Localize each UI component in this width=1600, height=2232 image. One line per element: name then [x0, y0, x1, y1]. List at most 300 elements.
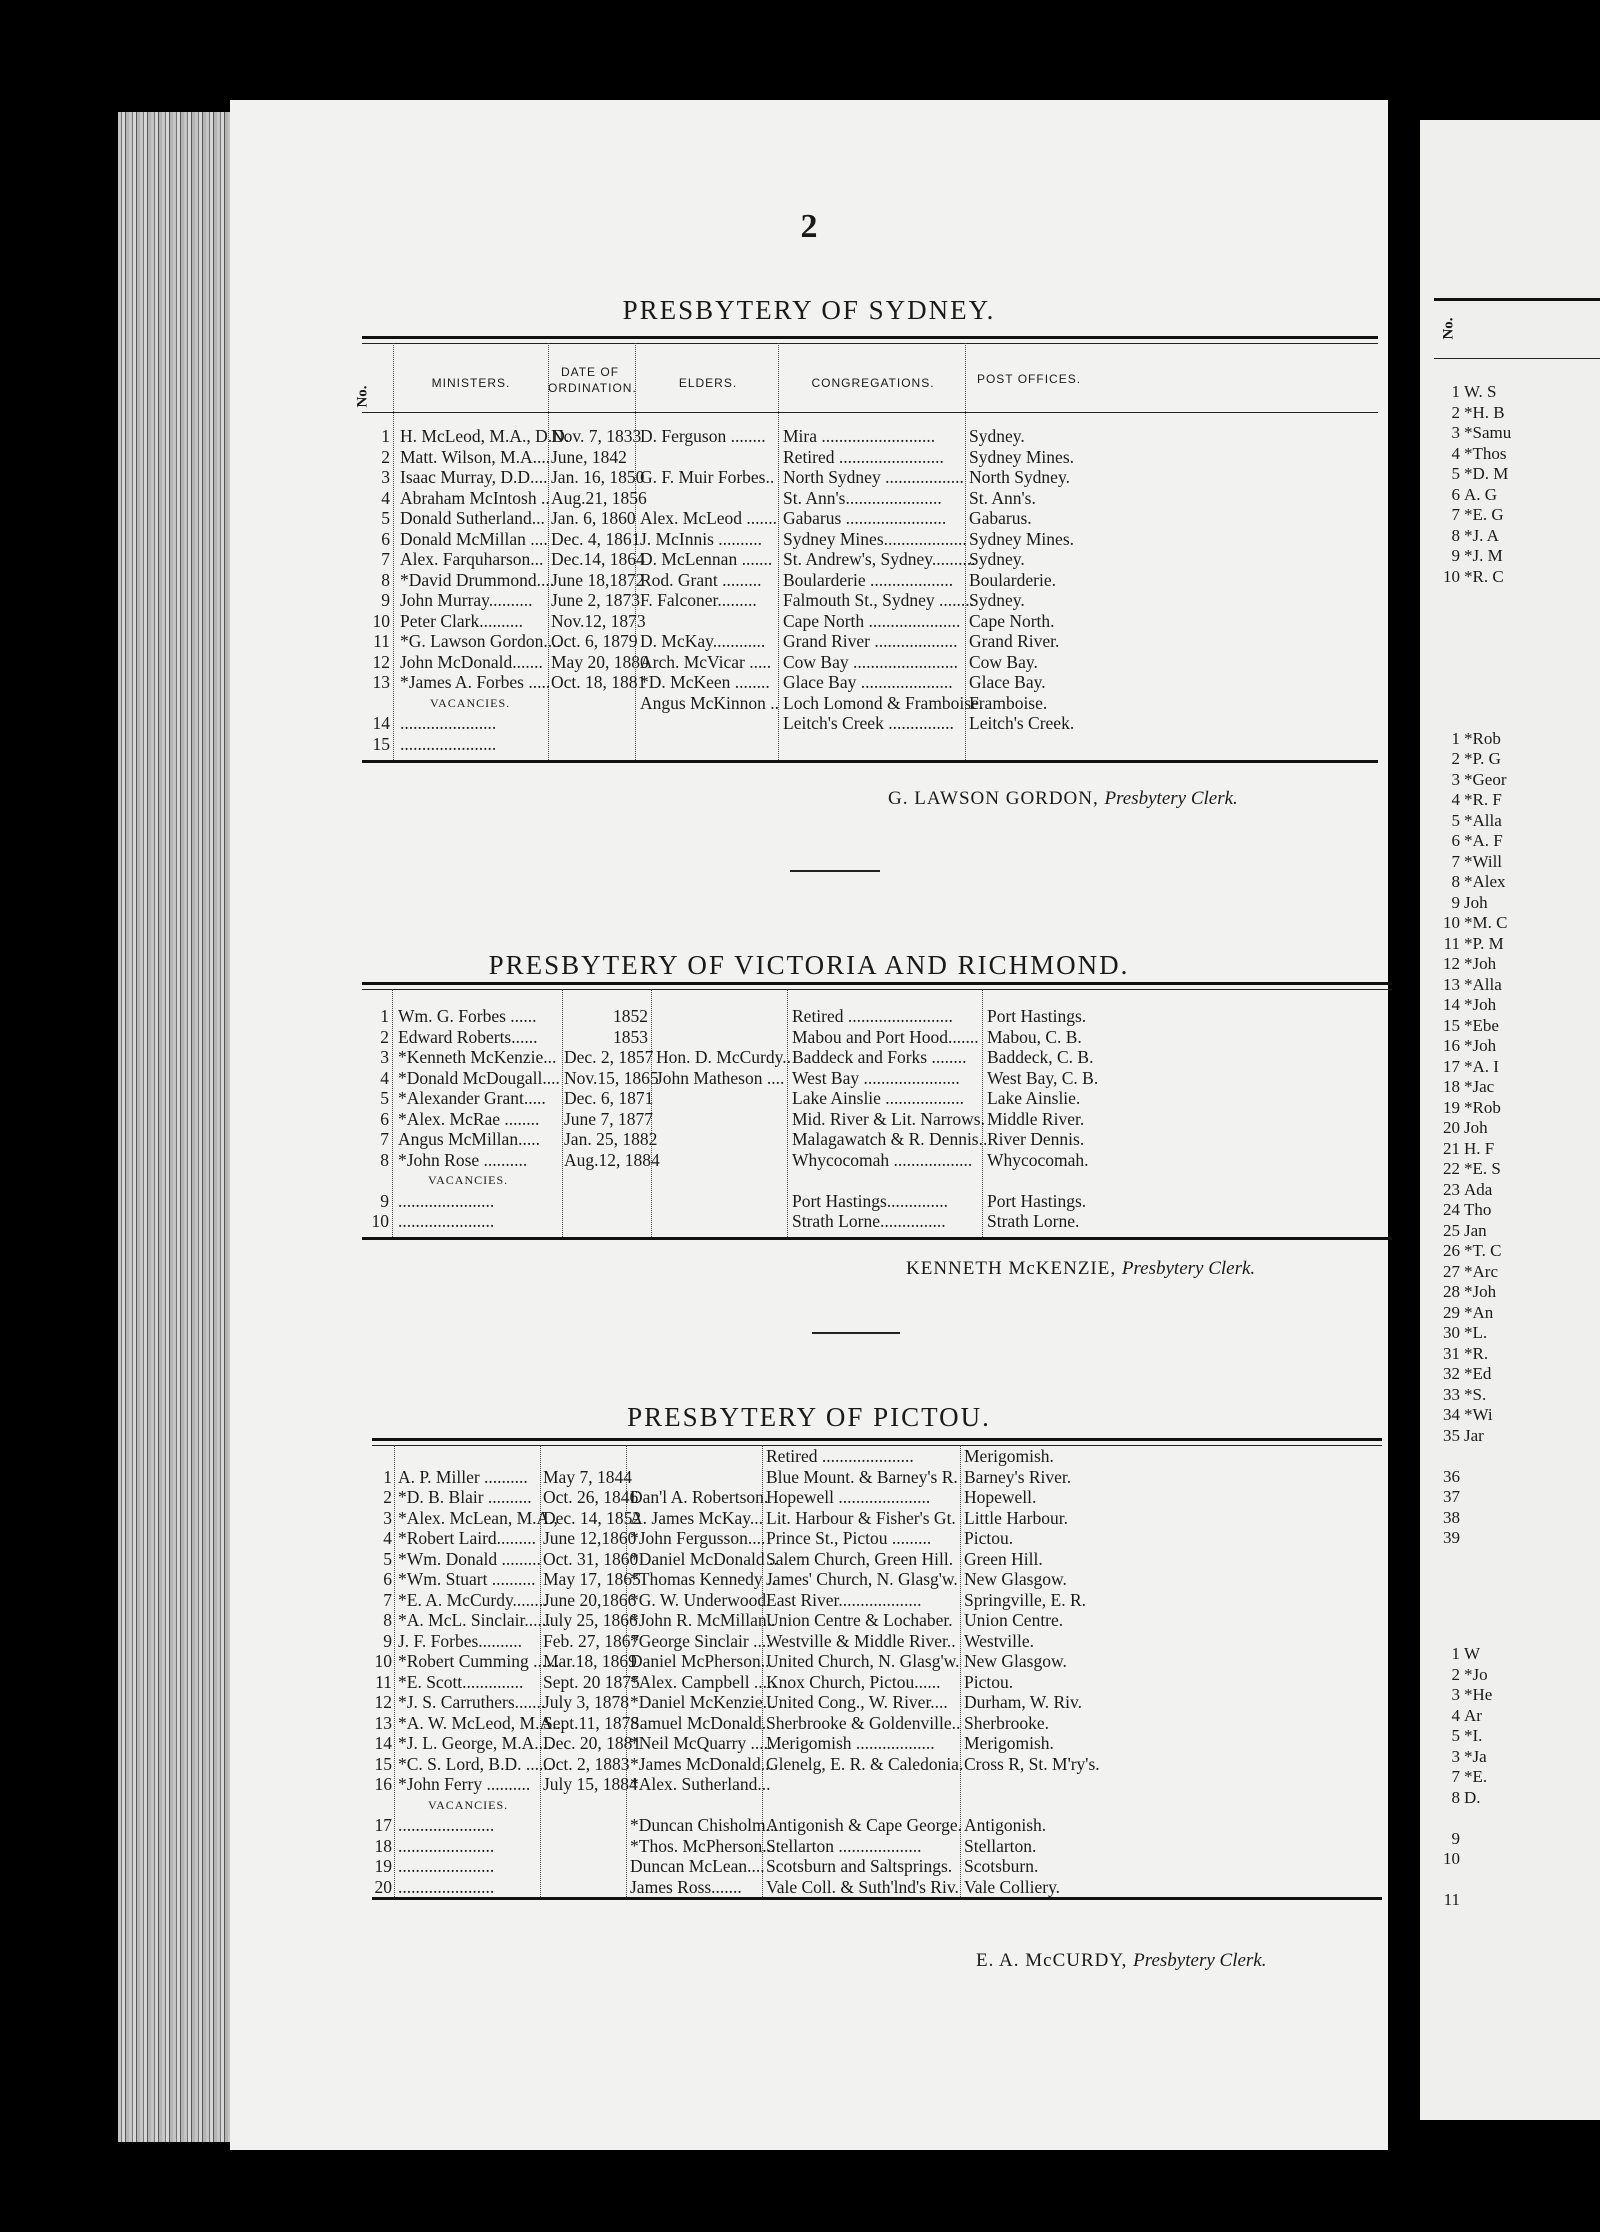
table-cell: July 15, 1884 [543, 1774, 638, 1794]
table-cell: 15 [374, 1753, 392, 1774]
table-cell: Ada [1464, 1179, 1493, 1199]
table-cell: Dec. 2, 1857 [564, 1047, 654, 1067]
table-cell: 3 [381, 467, 390, 487]
table-cell: Sydney Mines................... [783, 528, 967, 549]
table-cell: Dec. 20, 1881 [543, 1733, 642, 1753]
pictou-congregations [766, 1446, 964, 1897]
table-cell: United Church, N. Glasg'w. [766, 1651, 960, 1671]
pictou-post-offices [964, 1446, 1100, 1897]
victoria-post-offices [987, 1006, 1127, 1232]
table-cell: W. S [1464, 382, 1497, 401]
table-cell: 26 [1443, 1241, 1460, 1260]
table-cell [1434, 708, 1460, 729]
table-cell: Glace Bay ..................... [783, 672, 953, 692]
table-cell: Rod. Grant ......... [640, 569, 762, 590]
table-cell: Lake Ainslie. [987, 1088, 1081, 1108]
table-cell: Durham, W. Riv. [964, 1692, 1082, 1712]
table-cell: Vale Coll. & Suth'lnd's Riv. [766, 1876, 959, 1897]
table-cell: 1852 [613, 1006, 648, 1026]
table-cell: *M. C [1464, 913, 1508, 932]
table-cell: 29 [1443, 1302, 1460, 1322]
table-cell: 2 [1451, 402, 1460, 422]
table-cell: Wm. G. Forbes ...... [398, 1006, 537, 1026]
table-cell: Jan [1464, 1220, 1487, 1240]
table-cell: 1 [381, 426, 390, 446]
table-cell: 12 [1443, 954, 1460, 973]
table-cell: June, 1842 [551, 446, 627, 467]
table-cell: Sherbrooke & Goldenville.. [766, 1712, 961, 1733]
table-cell: *Alex. McRae ........ [398, 1108, 540, 1129]
table-cell: 12 [372, 651, 390, 672]
table-cell [656, 1129, 784, 1150]
table-cell: ...................... [398, 1190, 495, 1211]
table-cell: *J. L. George, M.A.... [398, 1733, 552, 1753]
table-cell: 11 [1443, 933, 1460, 953]
table-cell: *Joh [1464, 954, 1497, 973]
table-cell: Merigomish. [964, 1446, 1054, 1466]
table-cell: Cape North. [969, 610, 1055, 631]
table-cell: Gabarus ....................... [783, 508, 947, 528]
table-cell: 13 [374, 1712, 392, 1733]
table-cell [398, 1446, 538, 1467]
table-cell: 2 [380, 1026, 389, 1047]
table-cell: Cross R, St. M'ry's. [964, 1753, 1100, 1774]
table-cell: Dec. 4, 1861 [551, 528, 641, 549]
table-cell: 11 [375, 1671, 392, 1692]
table-cell: James' Church, N. Glasg'w. [766, 1569, 958, 1589]
table-cell: *P. M [1464, 933, 1504, 953]
table-cell: *A. I [1464, 1056, 1499, 1076]
table-cell: 8 [383, 1610, 392, 1630]
table-cell: 6 [1451, 484, 1460, 504]
table-cell [656, 1211, 784, 1232]
table-cell [1464, 1870, 1492, 1891]
table-cell: Malagawatch & R. Dennis.. [792, 1129, 988, 1149]
table-cell: Antigonish & Cape George. [766, 1815, 963, 1835]
table-cell: *A. McL. Sinclair...... [398, 1610, 551, 1630]
table-cell: VACANCIES. [428, 1797, 509, 1812]
table-cell [964, 1774, 1094, 1795]
table-cell: John Murray.......... [400, 590, 533, 610]
table-cell: 12 [374, 1692, 392, 1712]
table-cell: 33 [1443, 1384, 1460, 1404]
table-cell: 35 [1443, 1425, 1460, 1445]
table-cell [766, 1795, 958, 1816]
table-cell: *A. F [1464, 831, 1503, 850]
victoria-clerk-name: KENNETH McKENZIE, [906, 1258, 1117, 1279]
table-cell: *Jo [1464, 1664, 1488, 1684]
table-cell: *A. W. McLeod, M.A... [398, 1712, 566, 1733]
table-cell [1464, 1808, 1492, 1829]
pictou-clerk-name: E. A. McCURDY, [976, 1950, 1128, 1971]
adjacent-rule [1434, 298, 1600, 301]
table-cell: F. Falconer......... [640, 590, 757, 610]
table-cell: *Duncan Chisholm.. [630, 1815, 775, 1835]
table-cell [640, 488, 776, 509]
table-cell: North Sydney. [969, 467, 1070, 487]
table-cell [543, 1856, 625, 1877]
table-cell: *Joh [1464, 995, 1497, 1014]
table-cell: 1 [1451, 1644, 1460, 1663]
table-cell [1434, 1870, 1460, 1891]
table-cell: Baddeck and Forks ........ [792, 1047, 967, 1067]
table-cell: 9 [1451, 1828, 1460, 1848]
table-cell: St. Ann's. [969, 487, 1036, 508]
table-cell: Strath Lorne. [987, 1211, 1080, 1231]
table-cell: Mabou, C. B. [987, 1026, 1082, 1047]
table-cell: 7 [1451, 851, 1460, 871]
table-cell: 10 [1443, 566, 1460, 586]
table-cell: Samuel McDonald.. [630, 1712, 771, 1733]
table-cell: *C. S. Lord, B.D. ...... [398, 1753, 553, 1774]
table-cell: Glenelg, E. R. & Caledonia. [766, 1753, 964, 1774]
page-number: 2 [800, 208, 818, 245]
table-cell: Stellarton ................... [766, 1835, 922, 1856]
table-cell [362, 693, 390, 714]
table-cell: 10 [372, 610, 390, 631]
table-cell: Port Hastings. [987, 1006, 1087, 1026]
victoria-ministers [398, 1006, 560, 1232]
table-cell: 5 [1451, 464, 1460, 483]
table-cell: Barney's River. [964, 1466, 1072, 1487]
table-cell: Donald McMillan .... [400, 528, 548, 549]
table-cell: Vale Colliery. [964, 1876, 1061, 1897]
adjacent-block1-numbers [1434, 382, 1460, 587]
table-cell: *An [1464, 1302, 1494, 1322]
table-cell: Oct. 2, 1883 [543, 1753, 630, 1774]
table-cell [630, 1795, 760, 1816]
table-cell: 6 [1451, 831, 1460, 850]
table-cell: *J. M [1464, 546, 1503, 565]
victoria-table [362, 982, 1392, 1362]
table-cell: Knox Church, Pictou...... [766, 1671, 941, 1692]
table-cell: 24 [1443, 1200, 1460, 1219]
table-cell [656, 1150, 784, 1171]
table-cell: Green Hill. [964, 1548, 1043, 1569]
table-cell: Pictou. [964, 1671, 1014, 1692]
table-cell: Sydney Mines. [969, 528, 1074, 549]
table-cell: 21 [1443, 1138, 1460, 1158]
table-cell [362, 1170, 389, 1191]
table-cell: *Arc [1464, 1261, 1498, 1281]
table-cell: 10 [374, 1651, 392, 1671]
table-cell: Sydney. [969, 549, 1025, 569]
table-cell: VACANCIES. [430, 695, 511, 710]
table-cell: Baddeck, C. B. [987, 1047, 1094, 1067]
table-cell: 18 [374, 1835, 392, 1856]
table-cell [964, 1795, 1094, 1816]
table-cell: *E. Scott.............. [398, 1671, 524, 1692]
table-cell: ...................... [398, 1815, 495, 1835]
elders-header: ELDERS. [678, 376, 738, 390]
table-cell: June 7, 1877 [564, 1108, 653, 1129]
table-cell: Union Centre. [964, 1610, 1064, 1630]
table-cell: Edward Roberts...... [398, 1026, 538, 1047]
table-cell: Antigonish. [964, 1815, 1047, 1835]
table-cell [783, 734, 963, 755]
table-cell: *Rob [1464, 1097, 1501, 1117]
table-cell: *Daniel McDonald .. [630, 1548, 778, 1569]
table-cell: 3 [1451, 423, 1460, 442]
table-cell: July 25, 1866 [543, 1610, 638, 1630]
table-cell: Whycocomah .................. [792, 1149, 973, 1170]
table-cell: Sherbrooke. [964, 1712, 1050, 1733]
table-cell: Little Harbour. [964, 1507, 1069, 1528]
table-cell: Hopewell ..................... [766, 1487, 931, 1507]
sydney-clerk [888, 788, 1238, 810]
sydney-clerk-role: Presbytery Clerk. [1104, 788, 1238, 809]
table-cell: ...................... [398, 1856, 495, 1876]
adjacent-block1-text [1464, 382, 1511, 587]
table-cell: Cape North ..................... [783, 610, 961, 631]
table-cell [1464, 1487, 1507, 1508]
table-cell: *Wm. Donald ......... [398, 1548, 541, 1569]
table-cell: United Cong., W. River.... [766, 1692, 948, 1712]
pictou-ministers [398, 1446, 566, 1897]
adjacent-block2-numbers [1434, 708, 1460, 1549]
table-cell: Sydney. [969, 590, 1025, 610]
table-cell [640, 713, 776, 734]
table-cell: June 20,1866 [543, 1589, 637, 1610]
table-cell: 8 [1451, 1787, 1460, 1807]
table-cell: 7 [383, 1589, 392, 1610]
table-cell: Daniel McPherson.. [630, 1651, 770, 1671]
no-header: No. [354, 385, 371, 408]
table-cell: *E. [1464, 1767, 1488, 1786]
table-cell: 20 [374, 1876, 392, 1897]
table-cell [1464, 1467, 1507, 1488]
table-cell: 8 [1451, 872, 1460, 891]
table-cell: *Alex. Campbell ..... [630, 1671, 776, 1692]
table-cell: Joh [1464, 892, 1488, 912]
table-cell: D. [1464, 1787, 1481, 1807]
table-cell: 8 [380, 1149, 389, 1170]
table-cell: 9 [380, 1190, 389, 1211]
table-cell: Jan. 25, 1882 [564, 1129, 658, 1149]
table-cell: ...................... [398, 1876, 495, 1897]
table-cell: Springville, E. R. [964, 1589, 1087, 1610]
table-cell: D. Ferguson ........ [640, 426, 766, 446]
table-cell [656, 1191, 784, 1212]
table-cell: Dec. 6, 1871 [564, 1088, 654, 1108]
table-cell: D. McLennan ....... [640, 549, 773, 569]
table-cell: 22 [1443, 1159, 1460, 1178]
table-cell [640, 447, 776, 468]
post-offices-header: POST OFFICES. [976, 372, 1082, 386]
table-cell: Whycocomah. [987, 1149, 1089, 1170]
table-cell: North Sydney .................. [783, 467, 964, 487]
table-cell: *Robert Laird......... [398, 1528, 537, 1548]
table-cell: A. P. Miller .......... [398, 1466, 528, 1487]
table-cell: Westville & Middle River.. [766, 1630, 956, 1651]
pictou-table [372, 1438, 1382, 1897]
table-cell: *E. G [1464, 505, 1504, 524]
table-cell: 7 [381, 549, 390, 569]
sydney-congregations [783, 426, 984, 754]
table-cell: 5 [1451, 810, 1460, 830]
table-cell: Boularderie ................... [783, 569, 954, 590]
table-cell: 4 [383, 1528, 392, 1548]
table-cell: 6 [383, 1569, 392, 1589]
table-cell: *P. G [1464, 749, 1501, 768]
table-cell: 1 [383, 1466, 392, 1487]
table-cell: Dec. 14, 1852 [543, 1507, 642, 1528]
table-cell: Retired ..................... [766, 1446, 914, 1466]
table-cell: James Ross....... [630, 1876, 742, 1897]
table-cell: Dan'l A. Robertson. [630, 1487, 769, 1507]
sydney-ministers [400, 426, 570, 754]
table-cell: 2 [381, 446, 390, 467]
table-cell: *Ed [1464, 1364, 1492, 1383]
sydney-post-offices [969, 426, 1101, 754]
table-cell: 4 [1451, 1705, 1460, 1725]
table-cell: 11 [1443, 1890, 1460, 1909]
table-cell: H. F [1464, 1138, 1495, 1158]
table-cell: A. James McKay... [630, 1507, 764, 1528]
table-cell: New Glasgow. [964, 1569, 1067, 1589]
table-cell: Merigomish .................. [766, 1733, 935, 1753]
table-cell: 13 [1443, 974, 1460, 994]
table-cell: 5 [383, 1548, 392, 1569]
victoria-clerk [906, 1258, 1255, 1280]
section-divider [790, 870, 880, 872]
table-cell: Grand River ................... [783, 631, 958, 651]
table-cell: Scotsburn and Saltsprings. [766, 1856, 953, 1876]
table-cell: ...................... [398, 1211, 495, 1231]
table-cell: Nov. 7, 1833 [551, 426, 642, 446]
table-cell: Duncan McLean.... [630, 1856, 765, 1876]
table-cell [630, 1467, 760, 1488]
table-cell: Oct. 6, 1879 [551, 631, 638, 651]
table-cell: *Kenneth McKenzie... [398, 1047, 557, 1067]
table-cell: 5 [380, 1088, 389, 1108]
table-cell: 3 [383, 1507, 392, 1528]
table-cell: 1 [1451, 382, 1460, 401]
table-cell: Stellarton. [964, 1835, 1037, 1856]
table-cell: A. G [1464, 484, 1498, 504]
table-cell: Dec.14, 1864 [551, 549, 645, 569]
pictou-numbers [364, 1446, 392, 1897]
victoria-elders [656, 1006, 791, 1232]
table-cell: *Donald McDougall.... [398, 1067, 560, 1088]
table-cell: *G. W. Underwood. [630, 1589, 771, 1610]
table-cell: *He [1464, 1685, 1493, 1704]
table-cell: 13 [372, 672, 390, 692]
congregations-header: CONGREGATIONS. [811, 376, 935, 390]
table-cell: Aug.12, 1884 [564, 1149, 660, 1170]
document-page [230, 100, 1388, 2150]
table-cell: *R. [1464, 1343, 1489, 1363]
table-cell: *Wi [1464, 1405, 1493, 1424]
adjacent-block3-numbers [1434, 1644, 1460, 1911]
table-cell: J. McInnis .......... [640, 528, 763, 549]
table-cell: *John Fergusson.... [630, 1528, 766, 1548]
table-cell: 17 [1443, 1056, 1460, 1076]
table-cell: *Neil McQuarry ..... [630, 1733, 773, 1753]
table-cell: Boularderie. [969, 569, 1056, 590]
pictou-dates [543, 1446, 642, 1897]
sydney-numbers [362, 426, 390, 754]
table-cell: Alex. McLeod ....... [640, 508, 778, 528]
table-cell: *J. A [1464, 525, 1499, 545]
table-cell: 4 [381, 487, 390, 508]
table-cell: *Joh [1464, 1282, 1497, 1301]
table-cell: 8 [381, 569, 390, 590]
table-cell [1464, 1508, 1507, 1529]
table-cell: Sept. 20 1875 [543, 1671, 640, 1692]
table-cell: 9 [1451, 546, 1460, 565]
table-cell: May 20, 1880 [551, 651, 649, 672]
table-cell [656, 1088, 784, 1109]
table-cell: Ar [1464, 1705, 1482, 1725]
table-cell: *John Ferry .......... [398, 1774, 531, 1794]
table-cell: Aug.21, 1856 [551, 487, 647, 508]
table-cell: 31 [1443, 1343, 1460, 1363]
table-cell: May 7, 1844 [543, 1466, 632, 1487]
table-cell: 14 [1443, 995, 1460, 1014]
table-cell [656, 1170, 784, 1191]
table-cell: 2 [1451, 749, 1460, 768]
table-cell: 5 [1451, 1726, 1460, 1745]
table-cell: 8 [1451, 525, 1460, 545]
table-cell: Mira .......................... [783, 426, 936, 446]
table-cell: 36 [1443, 1466, 1460, 1486]
table-cell: *James McDonald... [630, 1753, 774, 1774]
table-cell: Sydney Mines. [969, 446, 1074, 467]
table-cell: 1853 [613, 1026, 648, 1047]
table-cell: West Bay, C. B. [987, 1067, 1099, 1088]
table-cell: Retired ........................ [783, 446, 944, 467]
table-cell: *Geor [1464, 769, 1507, 789]
table-cell: Hon. D. McCurdy.. [656, 1047, 791, 1067]
table-cell [364, 1446, 392, 1467]
table-cell: *David Drummond.... [400, 569, 555, 590]
table-cell: *Joh [1464, 1036, 1497, 1055]
table-cell [1434, 1808, 1460, 1829]
table-cell: Retired ........................ [792, 1006, 953, 1026]
table-cell: 4 [1451, 443, 1460, 463]
table-cell: 27 [1443, 1261, 1460, 1281]
table-cell: ...................... [400, 713, 497, 733]
table-cell: W [1464, 1644, 1481, 1663]
table-cell [1434, 1446, 1460, 1467]
table-cell: *Alex [1464, 872, 1506, 891]
table-cell: 15 [1443, 1015, 1460, 1035]
table-cell: Gabarus. [969, 508, 1032, 528]
table-cell: *John Rose .......... [398, 1149, 528, 1170]
table-cell: ...................... [400, 733, 497, 754]
table-cell: Jan. 6, 1860 [551, 508, 636, 528]
table-cell: 4 [380, 1067, 389, 1088]
table-cell: Leitch's Creek. [969, 713, 1075, 733]
sydney-table [354, 336, 1378, 896]
pictou-clerk [976, 1950, 1266, 1972]
table-cell: Port Hastings. [987, 1190, 1087, 1211]
table-cell: *D. B. Blair .......... [398, 1487, 532, 1507]
table-cell [543, 1795, 625, 1816]
victoria-congregations [792, 1006, 988, 1232]
table-cell: 34 [1443, 1405, 1460, 1424]
table-cell: *S. [1464, 1384, 1487, 1404]
pictou-clerk-role: Presbytery Clerk. [1133, 1950, 1267, 1971]
table-cell: Oct. 26, 1846 [543, 1487, 639, 1507]
table-cell: 3 [1451, 1685, 1460, 1704]
table-cell: Strath Lorne............... [792, 1211, 946, 1231]
table-cell: Abraham McIntosh .. [400, 487, 550, 508]
table-cell: Isaac Murray, D.D.... [400, 467, 548, 487]
table-cell: *R. C [1464, 566, 1504, 586]
table-cell [1464, 1890, 1492, 1911]
